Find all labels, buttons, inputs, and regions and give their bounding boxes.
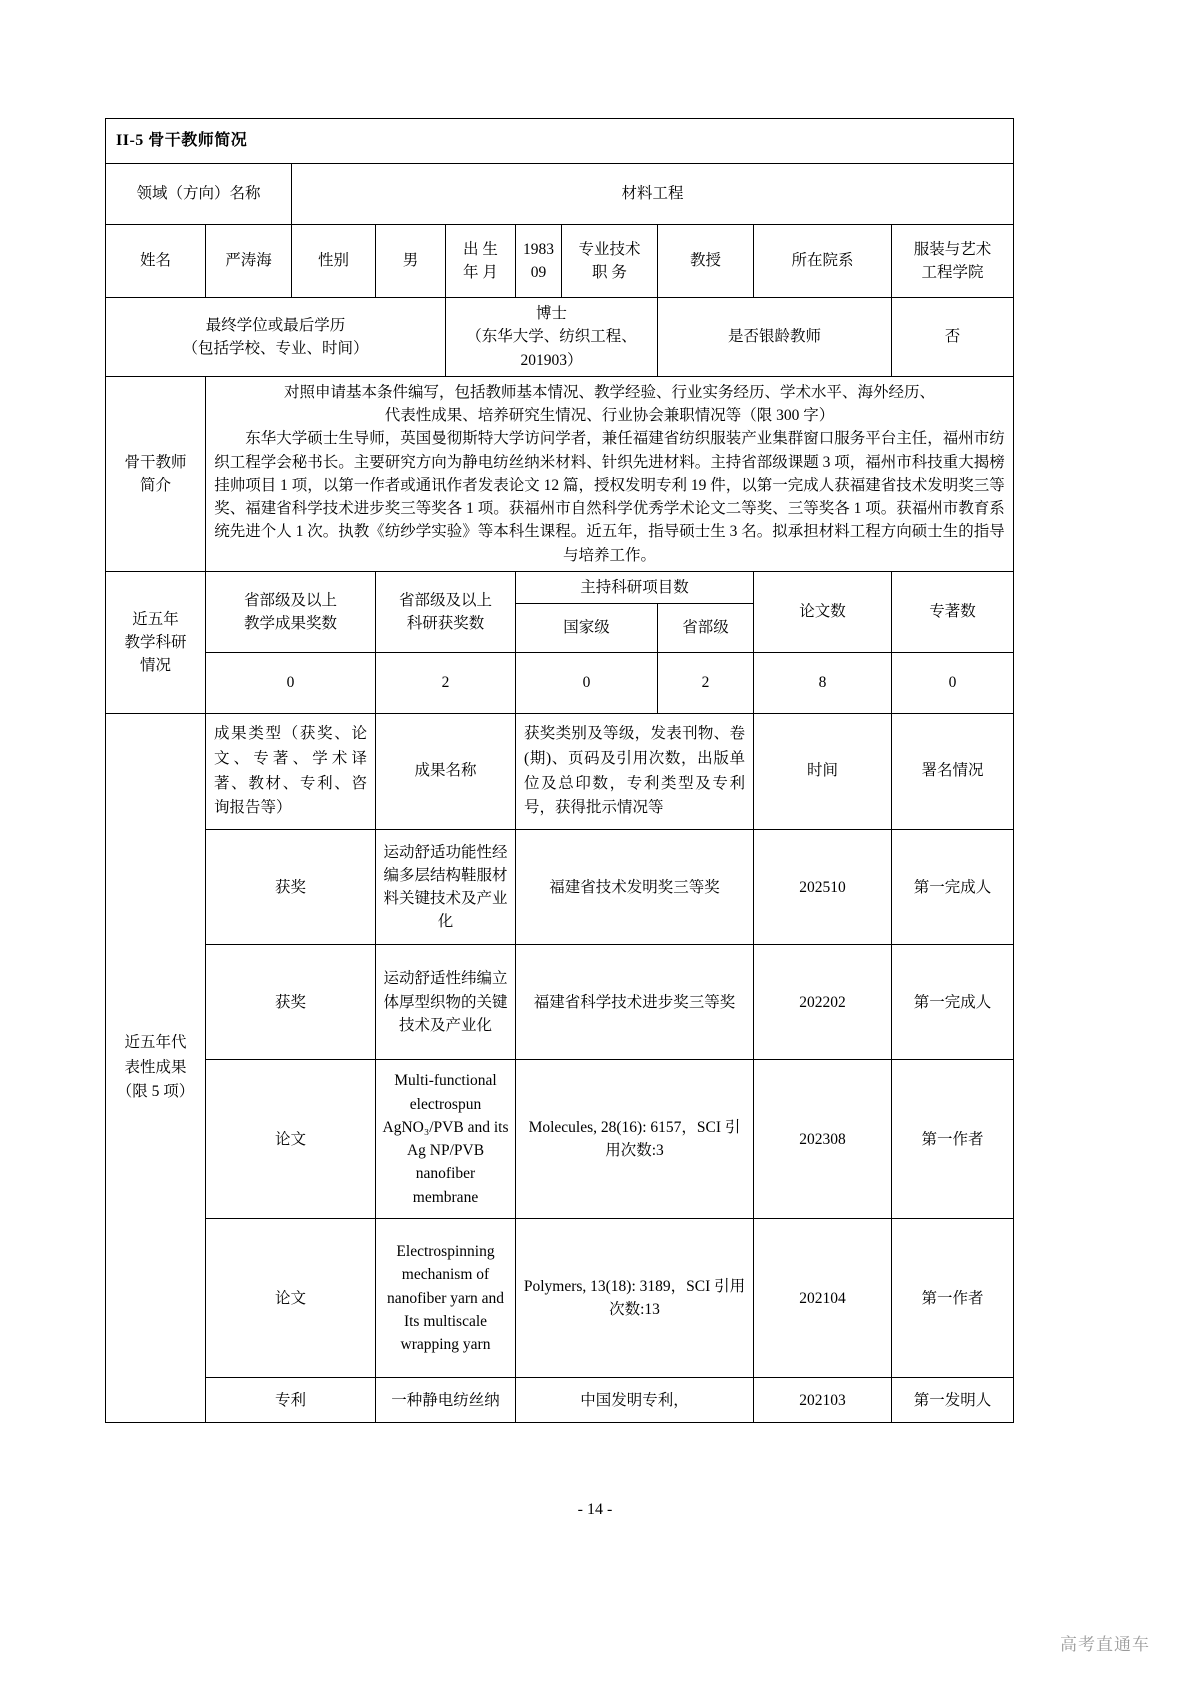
degree-label: 最终学位或最后学历 （包括学校、专业、时间） <box>106 298 446 377</box>
department-value: 服装与艺术 工程学院 <box>892 225 1014 298</box>
table-row <box>106 1378 1014 1423</box>
achievement-detail: Polymers, 13(18): 3189，SCI 引用次数:13 <box>516 1219 754 1378</box>
department-label: 所在院系 <box>754 225 892 298</box>
birth-value: 1983 09 <box>516 225 562 298</box>
bio-content <box>206 376 1014 571</box>
bio-row <box>106 376 1014 571</box>
stats-header-projects: 主持科研项目数 <box>516 571 754 603</box>
watermark: 高考直通车 <box>1060 1635 1150 1654</box>
achievement-type: 获奖 <box>206 830 376 945</box>
achievements-header-row <box>106 714 1014 830</box>
achievement-detail: Molecules, 28(16): 6157，SCI 引用次数:3 <box>516 1060 754 1219</box>
achievement-type: 专利 <box>206 1378 376 1423</box>
name-label: 姓名 <box>106 225 206 298</box>
table-row <box>106 945 1014 1060</box>
senior-teacher-label: 是否银龄教师 <box>658 298 892 377</box>
achievement-name: 运动舒适功能性经编多层结构鞋服材料关键技术及产业化 <box>376 830 516 945</box>
bio-guideline-1: 对照申请基本条件编写，包括教师基本情况、教学经验、行业实务经历、学术水平、海外经历、 <box>284 383 936 401</box>
achievements-header-type: 成果类型（获奖、论文、专著、学术译著、教材、专利、咨询报告等） <box>206 714 376 830</box>
achievement-name: Electrospinning mechanism of nanofiber yarn and Its multiscale wrapping yarn <box>376 1219 516 1378</box>
degree-value: 博士 （东华大学、纺织工程、201903） <box>446 298 658 377</box>
stats-header-research-award: 省部级及以上 科研获奖数 <box>376 571 516 652</box>
stats-value-research-award: 2 <box>376 653 516 714</box>
achievements-header-time: 时间 <box>754 714 892 830</box>
stats-header-national: 国家级 <box>516 604 658 653</box>
achievement-name: Multi-functional electrospun AgNO₃/PVB and its Ag NP/PVB nanofiber membrane <box>376 1060 516 1219</box>
stats-header-row <box>106 571 1014 603</box>
achievements-header-signature: 署名情况 <box>892 714 1014 830</box>
field-row <box>106 164 1014 225</box>
achievements-header-name: 成果名称 <box>376 714 516 830</box>
stats-value-national: 0 <box>516 653 658 714</box>
achievement-name: 运动舒适性纬编立体厚型织物的关键技术及产业化 <box>376 945 516 1060</box>
stats-value-papers: 8 <box>754 653 892 714</box>
achievement-time: 202308 <box>754 1060 892 1219</box>
stats-value-monographs: 0 <box>892 653 1014 714</box>
achievement-signature: 第一发明人 <box>892 1378 1014 1423</box>
section-title: II-5 骨干教师简况 <box>106 119 1014 164</box>
bio-guideline-2: 代表性成果、培养研究生情况、行业协会兼职情况等（限 300 字） <box>384 407 835 424</box>
senior-teacher-value: 否 <box>892 298 1014 377</box>
table-row <box>106 830 1014 945</box>
stats-values-row <box>106 653 1014 714</box>
stats-row-label: 近五年 教学科研 情况 <box>106 571 206 713</box>
achievement-signature: 第一作者 <box>892 1219 1014 1378</box>
page-number: - 14 - <box>577 1501 613 1518</box>
stats-header-papers: 论文数 <box>754 571 892 652</box>
professional-title-value: 教授 <box>658 225 754 298</box>
degree-row <box>106 298 1014 377</box>
birth-label: 出 生 年 月 <box>446 225 516 298</box>
table-row <box>106 1219 1014 1378</box>
achievement-detail: 中国发明专利， <box>516 1378 754 1423</box>
achievement-detail: 福建省科学技术进步奖三等奖 <box>516 945 754 1060</box>
achievements-header-detail: 获奖类别及等级，发表刊物、卷(期)、页码及引用次数，出版单位及总印数，专利类型及专利号，获得批示情况等 <box>516 714 754 830</box>
stats-header-monographs: 专著数 <box>892 571 1014 652</box>
gender-value: 男 <box>376 225 446 298</box>
professional-title-label: 专业技术 职 务 <box>562 225 658 298</box>
faculty-profile-table <box>105 118 1014 1423</box>
achievement-type: 论文 <box>206 1219 376 1378</box>
field-label: 领域（方向）名称 <box>106 164 292 225</box>
gender-label: 性别 <box>292 225 376 298</box>
bio-label: 骨干教师 简介 <box>106 376 206 571</box>
achievement-time: 202104 <box>754 1219 892 1378</box>
achievement-type: 获奖 <box>206 945 376 1060</box>
table-row <box>106 1060 1014 1219</box>
stats-value-teaching-award: 0 <box>206 653 376 714</box>
section-title-row <box>106 119 1014 164</box>
achievement-type: 论文 <box>206 1060 376 1219</box>
achievement-detail: 福建省技术发明奖三等奖 <box>516 830 754 945</box>
stats-value-provincial: 2 <box>658 653 754 714</box>
basic-info-row <box>106 225 1014 298</box>
achievement-signature: 第一完成人 <box>892 945 1014 1060</box>
achievements-row-label: 近五年代 表性成果 （限 5 项） <box>106 714 206 1423</box>
name-value: 严涛海 <box>206 225 292 298</box>
stats-header-teaching-award: 省部级及以上 教学成果奖数 <box>206 571 376 652</box>
achievement-signature: 第一完成人 <box>892 830 1014 945</box>
achievement-time: 202202 <box>754 945 892 1060</box>
field-value: 材料工程 <box>292 164 1014 225</box>
achievement-signature: 第一作者 <box>892 1060 1014 1219</box>
achievement-time: 202510 <box>754 830 892 945</box>
bio-text: 东华大学硕士生导师，英国曼彻斯特大学访问学者，兼任福建省纺织服装产业集群窗口服务平台主任，福州市纺织工程学会秘书长。主要研究方向为静电纺丝纳米材料、针织先进材料。主持省部级课题 3 项，福州市科技重大揭榜挂帅项目 1 项，以第一作者或通讯作者发表论文 12 篇，授权发明专利 19 件，以第一完成人获福建省技术发明奖三等奖、福建省科学技术进步奖三等奖各 1 项。获福州市自然科学优秀学术论文二等奖、三等奖各 1 项。获福州市教育系统先进个人 1 次。执教《纺纱学实验》等本科生课程。近五年，指导硕士生 3 名。拟承担材料工程方向硕士生的指导与培养工作。 <box>214 430 1005 564</box>
achievement-name: 一种静电纺丝纳 <box>376 1378 516 1423</box>
achievement-time: 202103 <box>754 1378 892 1423</box>
stats-header-provincial: 省部级 <box>658 604 754 653</box>
